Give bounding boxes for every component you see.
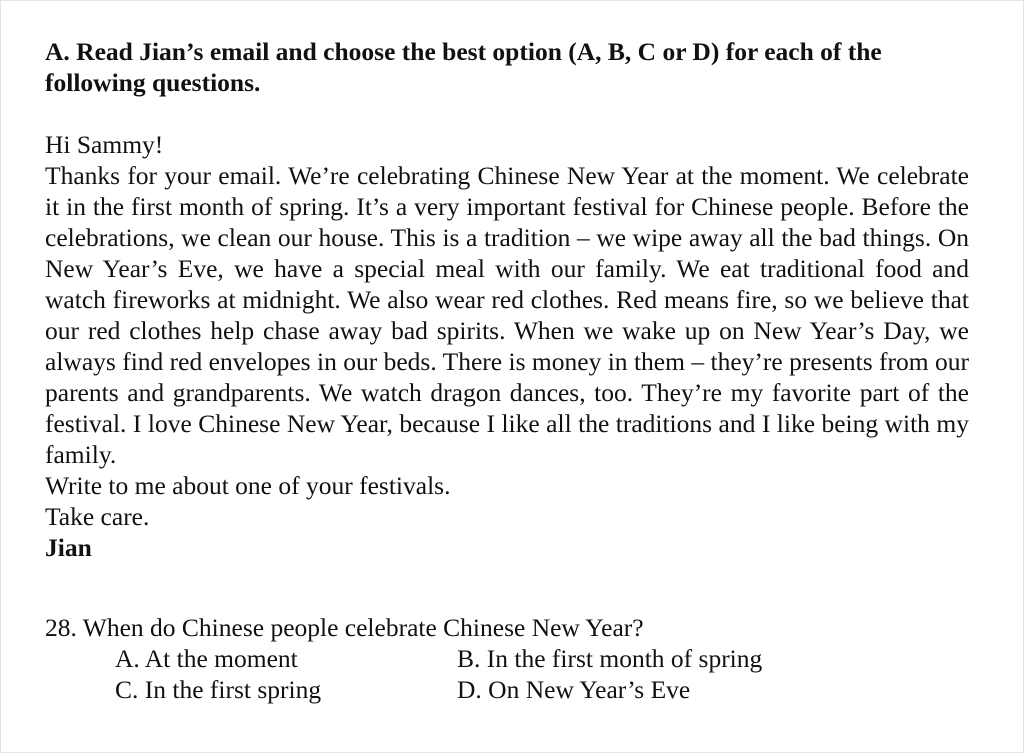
document-content (45, 36, 969, 705)
email-signature: Jian (45, 533, 92, 562)
email-greeting: Hi Sammy! (45, 130, 164, 159)
exercise-instruction: A. Read Jian’s email and choose the best option (A, B, C or D) for each of the following questions. (45, 37, 882, 97)
email-closing: Take care. (45, 502, 150, 531)
question-text: 28. When do Chinese people celebrate Chinese New Year? (45, 613, 644, 642)
email-text (45, 129, 969, 563)
option-d: D. On New Year’s Eve (457, 675, 691, 704)
answer-options (115, 643, 969, 705)
email-request: Write to me about one of your festivals. (45, 471, 451, 500)
email-body: Thanks for your email. We’re celebrating Chinese New Year at the moment. We celebrate it in the first month of spring. It’s a very important festival for Chinese people. Before the celebrations, we clean our house. This is a tradition – we wipe away all the bad things. On New Year’s Eve, we have a special meal with our family. We eat traditional food and watch fireworks at midnight. We also wear red clothes. Red means fire, so we believe that our red clothes help chase away bad spirits. When we wake up on New Year’s Day, we always find red envelopes in our beds. There is money in them – they’re presents from our parents and grandparents. We watch dragon dances, too. They’re my favorite part of the festival. I love Chinese New Year, because I like all the traditions and I like being with my family. (45, 161, 969, 469)
option-c: C. In the first spring (115, 675, 322, 704)
option-a: A. At the moment (115, 644, 298, 673)
question-28 (45, 612, 969, 705)
option-b: B. In the first month of spring (457, 644, 763, 673)
